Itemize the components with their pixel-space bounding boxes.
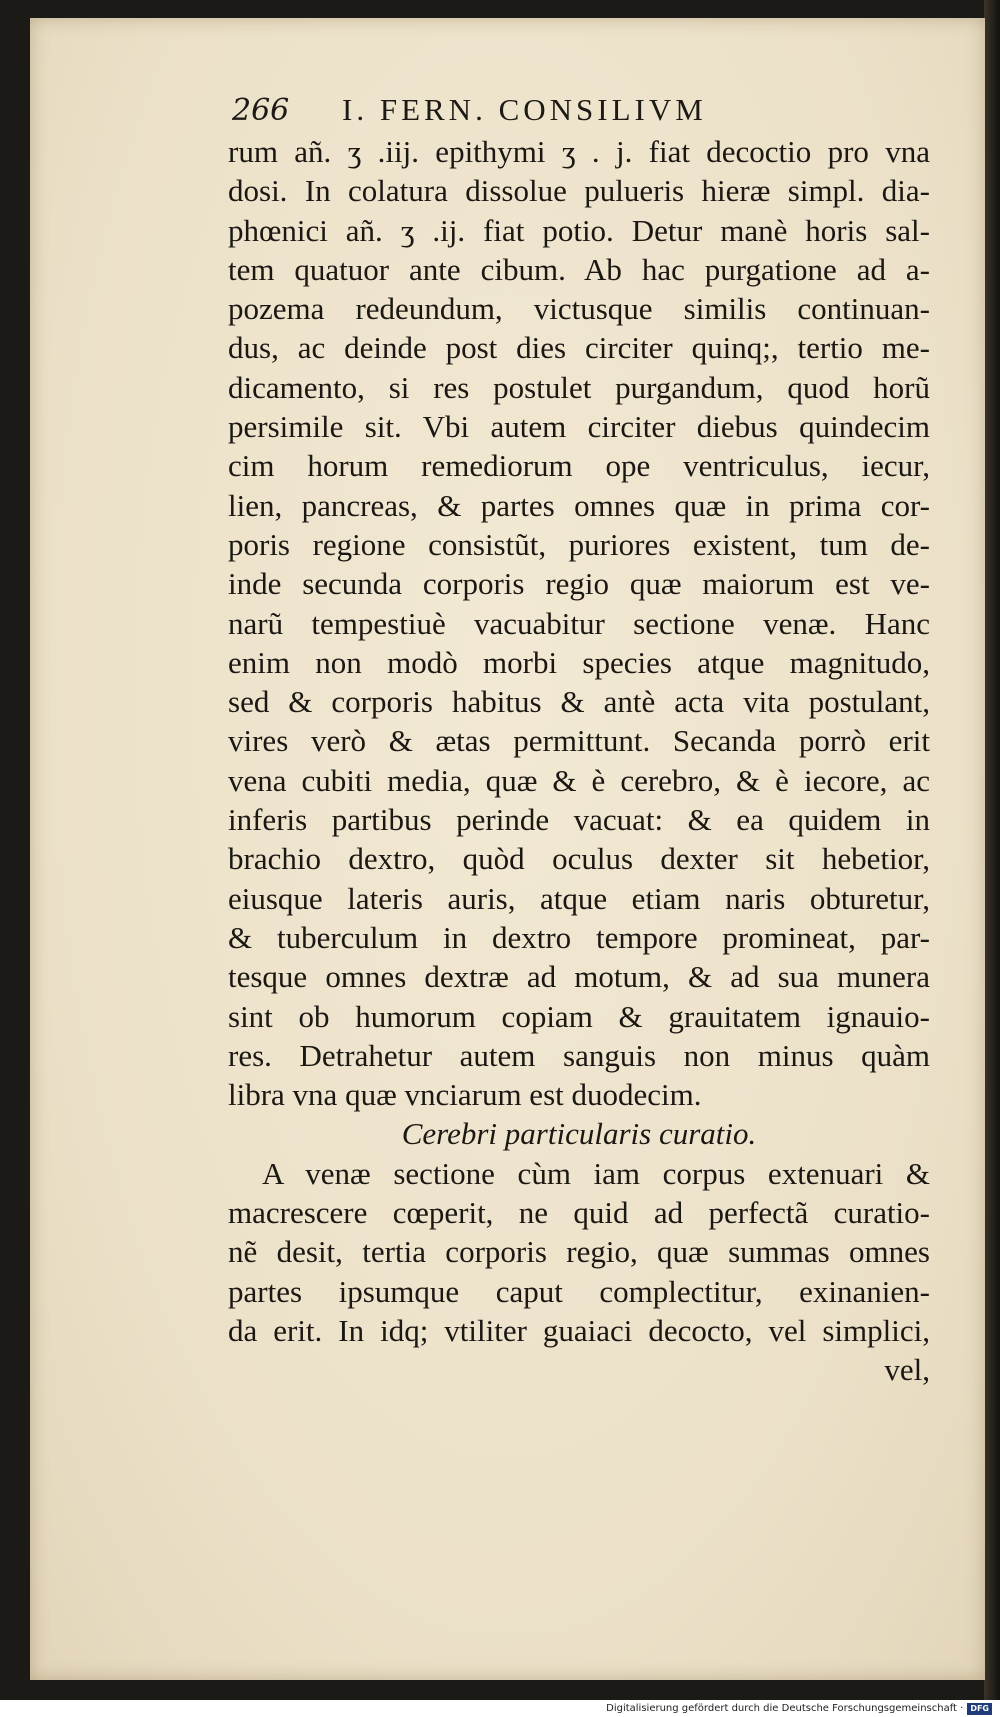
text-line: phœnici añ. ʒ .ij. fiat potio. Detur manè horis sal- [228,212,930,248]
text-line: cim horum remediorum ope ventriculus, iecur, [228,448,930,484]
dfg-logo-icon: DFG [967,1703,992,1715]
text-line: inferis partibus perinde vacuat: & ea quidem in [228,802,930,838]
text-line: sint ob humorum copiam & grauitatem ignauio- [228,998,930,1034]
text-line: dosi. In colatura dissolue pulueris hieræ simpl. dia- [228,173,930,209]
text-line: dus, ac deinde post dies circiter quinq;, tertio me- [228,330,930,366]
text-line: lien, pancreas, & partes omnes quæ in prima cor- [228,487,930,523]
text-line: sed & corporis habitus & antè acta vita postulant, [228,684,930,720]
catchword: vel, [884,1352,930,1388]
text-line: dicamento, si res postulet purgandum, quod horũ [228,369,930,405]
text-line: macrescere cœperit, ne quid ad perfectã curatio- [228,1195,930,1231]
text-line: & tuberculum in dextro tempore promineat, par- [228,919,930,955]
text-line: vena cubiti media, quæ & è cerebro, & è iecore, ac [228,762,930,798]
section-heading: Cerebri particularis curatio. [401,1116,757,1152]
text-line: persimile sit. Vbi autem circiter diebus quindecim [228,409,930,445]
text-line: libra vna quæ vnciarum est duodecim. [228,1077,702,1113]
text-line: da erit. In idq; vtiliter guaiaci decocto, vel simplici, [228,1312,930,1348]
footer-credit: Digitalisierung gefördert durch die Deutsche Forschungsgemeinschaft · [606,1703,964,1714]
text-line: nẽ desit, tertia corporis regio, quæ summas omnes [228,1234,930,1270]
text-line: pozema redeundum, victusque similis continuan- [228,291,930,327]
text-line: A venæ sectione cùm iam corpus extenuari & [262,1155,930,1191]
digitization-footer [606,1700,992,1717]
running-head [232,92,792,132]
text-line: vires verò & ætas permittunt. Secanda porrò erit [228,723,930,759]
text-line: tesque omnes dextræ ad motum, & ad sua munera [228,959,930,995]
text-line: poris regione consistũt, puriores existent, tum de- [228,526,930,562]
running-title: I. FERN. CONSILIVM [342,92,707,127]
book-edge [984,0,1000,1700]
text-line: narũ tempestiuè vacuabitur sectione venæ. Hanc [228,605,930,641]
text-line: enim non modò morbi species atque magnitudo, [228,644,930,680]
page-number: 266 [232,93,290,128]
text-line: eiusque lateris auris, atque etiam naris obturetur, [228,880,930,916]
text-line: inde secunda corporis regio quæ maiorum est ve- [228,566,930,602]
text-line: res. Detrahetur autem sanguis non minus quàm [228,1037,930,1073]
text-block [228,132,930,1390]
text-line: rum añ. ʒ .iij. epithymi ʒ . j. fiat decoctio pro vna [228,134,930,169]
text-line: partes ipsumque caput complectitur, exinanien- [228,1273,930,1309]
text-line: brachio dextro, quòd oculus dexter sit hebetior, [228,841,930,877]
text-line: tem quatuor ante cibum. Ab hac purgatione ad a- [228,251,930,287]
